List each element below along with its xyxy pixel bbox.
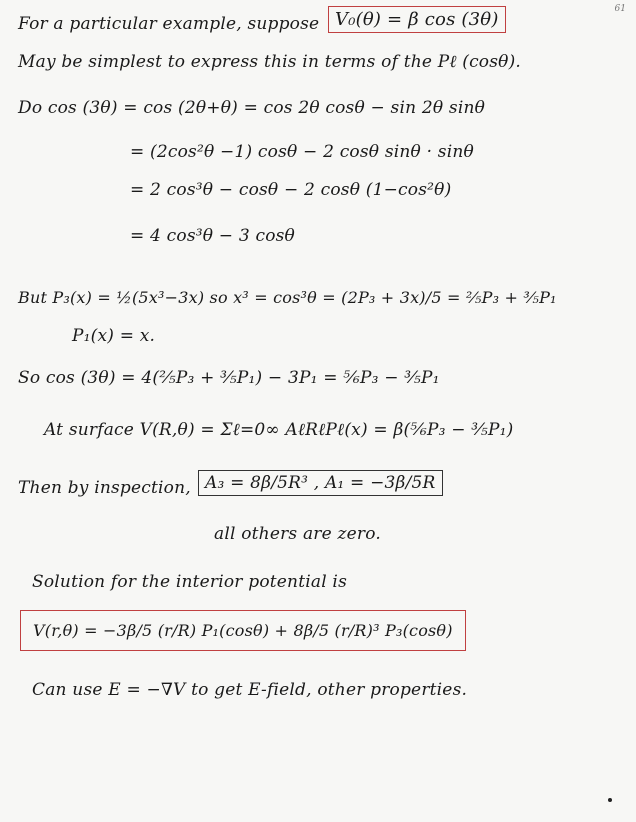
text-line: Then by inspection, xyxy=(18,478,191,498)
page-mark xyxy=(608,798,612,802)
equation-line: So cos (3θ) = 4(⅖P₃ + ⅗P₁) − 3P₁ = ⅚P₃ − ⅗P₁ xyxy=(18,368,440,388)
text-line: May be simplest to express this in terms of the Pℓ (cosθ). xyxy=(18,52,522,72)
boundary-condition-box: V₀(θ) = β cos (3θ) xyxy=(328,6,506,33)
text-line: For a particular example, suppose xyxy=(18,14,320,34)
equation-line: = 2 cos³θ − cosθ − 2 cosθ (1−cos²θ) xyxy=(130,180,452,200)
equation-line: = (2cos²θ −1) cosθ − 2 cosθ sinθ · sinθ xyxy=(130,142,474,162)
text-line: Can use E = −∇V to get E-field, other properties. xyxy=(32,680,468,700)
equation-line: But P₃(x) = ½(5x³−3x) so x³ = cos³θ = (2P₃ + 3x)/5 = ⅖P₃ + ⅗P₁ xyxy=(18,288,557,307)
text-line: all others are zero. xyxy=(214,524,381,544)
solution-box: V(r,θ) = −3β/5 (r/R) P₁(cosθ) + 8β/5 (r/R)³ P₃(cosθ) xyxy=(20,610,466,651)
page-number: 61 xyxy=(614,4,626,14)
equation-line: At surface V(R,θ) = Σℓ=0∞ AℓRℓPℓ(x) = β(⅚P₃ − ⅗P₁) xyxy=(44,420,514,440)
coefficients-box: A₃ = 8β/5R³ , A₁ = −3β/5R xyxy=(198,470,443,496)
equation-line: P₁(x) = x. xyxy=(72,326,156,346)
equation-line: = 4 cos³θ − 3 cosθ xyxy=(130,226,295,246)
text-line: Solution for the interior potential is xyxy=(32,572,347,592)
equation-line: Do cos (3θ) = cos (2θ+θ) = cos 2θ cosθ − sin 2θ sinθ xyxy=(18,98,486,118)
